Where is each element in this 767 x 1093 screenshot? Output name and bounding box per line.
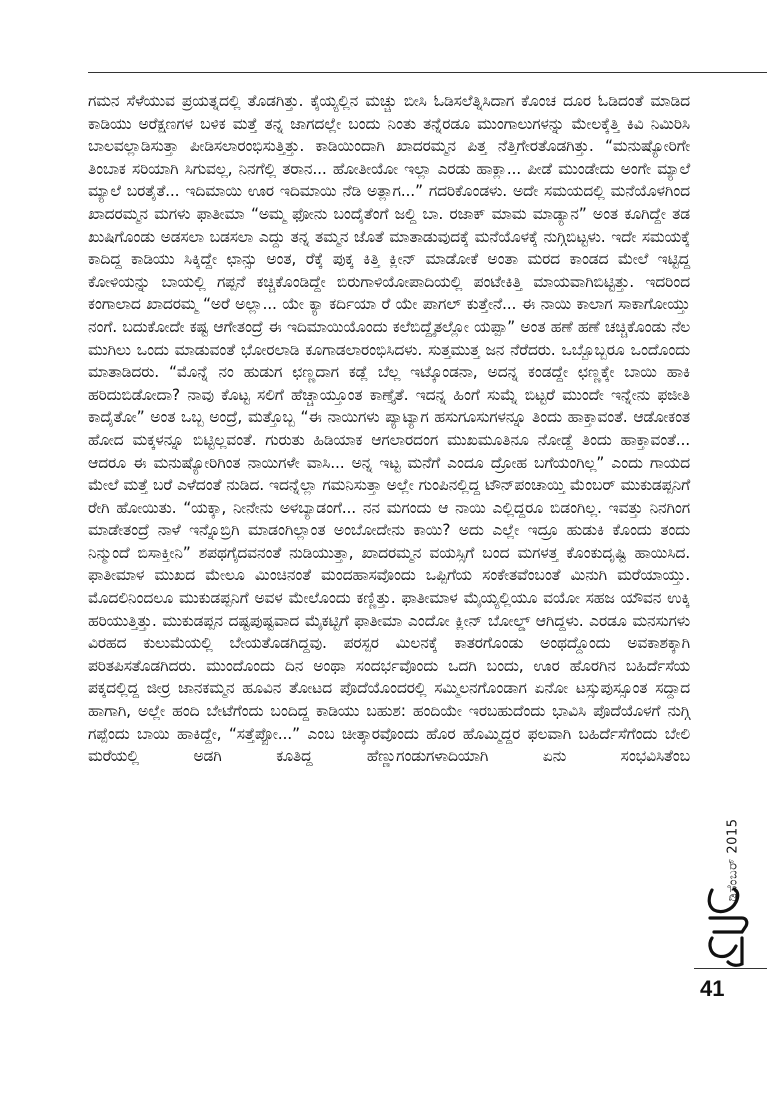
top-rule bbox=[88, 72, 767, 73]
page-number: 41 bbox=[700, 976, 725, 1001]
body-paragraph: ಗಮನ ಸೆಳೆಯುವ ಪ್ರಯತ್ನದಲ್ಲಿ ತೊಡಗಿತ್ತು. ಕೈಯ್ಯಲ್ಲಿನ ಮಚ್ಚು ಬೀಸಿ ಓಡಿಸಲೆತ್ನಿಸಿದಾಗ ಕೊಂಚ ದೂರ ಓಡಿದಂತೆ ಮಾಡಿದ ಕಾಡಿಯು ಅರೆಕ್ಷಣಗಳ ಬಳಿಕ ಮತ್ತೆ ತನ್ನ ಜಾಗದಲ್ಲೇ ಬಂದು ನಿಂತು ತನ್ನೆರಡೂ ಮುಂಗಾಲುಗಳನ್ನು ಮೇಲಕ್ಕೆತ್ತಿ ಕಿವಿ ನಿಮಿರಿಸಿ ಬಾಲವಲ್ಲಾಡಿಸುತ್ತಾ ಪೀಡಿಸಲಾರಂಭಿಸುತ್ತಿತ್ತು. ಕಾಡಿಯಿಂದಾಗಿ ಖಾದರಮ್ಮನ ಪಿತ್ತ ನೆತ್ತಿಗೇರತೊಡಗಿತ್ತು. “ಮನುಷ್ಯೋರಿಗೇ ತಿಂಬಾಕ ಸರಿಯಾಗಿ ಸಿಗುವಲ್ಲ, ನಿನಗೆಲ್ಲಿ ತರಾನ... ಹೋತೀಯೋ ಇಲ್ಲಾ ಎರಡು ಹಾಕ್ಲಾ... ಪೀಡೆ ಮುಂಡೇದು ಅಂಗೇ ಮ್ಯಾಲೆ ಮ್ಯಾಲೆ ಬರತೈತೆ... ಇದಿಮಾಯಿ ಊರ ಇದಿಮಾಯಿ ನೆಡಿ ಅತ್ಲಾಗ...” ಗದರಿಕೊಂಡಳು. ಅದೇ ಸಮಯದಲ್ಲಿ ಮನೆಯೊಳಗಿಂದ ಖಾದರಮ್ಮನ ಮಗಳು ಫಾತೀಮಾ “ಅಮ್ಮ ಫೋನು ಬಂದೈತೆಂಗೆ ಜಲ್ದಿ ಬಾ. ರಜಾಕ್ ಮಾಮ ಮಾಡ್ಯಾನ” ಅಂತ ಕೂಗಿದ್ದೇ ತಡ ಖುಷಿಗೊಂಡು ಅಡಸಲಾ ಬಡಸಲಾ ಎದ್ದು ತನ್ನ ತಮ್ಮನ ಜೊತೆ ಮಾತಾಡುವುದಕ್ಕೆ ಮನೆಯೊಳಕ್ಕೆ ನುಗ್ಗಿಬಿಟ್ಟಳು. ಇದೇ ಸಮಯಕ್ಕೆ ಕಾದಿದ್ದ ಕಾಡಿಯು ಸಿಕ್ಕಿದ್ದೇ ಛಾನ್ಸು ಅಂತ, ರೆಕ್ಕೆ ಪುಕ್ಕ ಕಿತ್ತಿ ಕ್ಲೀನ್ ಮಾಡೋಕೆ ಅಂತಾ ಮರದ ಕಾಂಡದ ಮೇಲೆ ಇಟ್ಟಿದ್ದ ಕೋಳಿಯನ್ನು ಬಾಯಲ್ಲಿ ಗಪ್ಪನೆ ಕಚ್ಚಿಕೊಂಡಿದ್ದೇ ಬಿರುಗಾಳಿಯೋಪಾದಿಯಲ್ಲಿ ಪಂಟೇಕಿತ್ತಿ ಮಾಯವಾಗಿಬಿಟ್ಟಿತ್ತು. ಇದರಿಂದ ಕಂಗಾಲಾದ ಖಾದರಮ್ಮ “ಅರೆ ಅಲ್ಲಾ... ಯೇ ಕ್ಯಾ ಕರ್ದಿಯಾ ರೆ ಯೇ ಪಾಗಲ್ ಕುತ್ತೇನೆ... ಈ ನಾಯಿ ಕಾಲಾಗ ಸಾಕಾಗೋಯ್ತು ನಂಗೆ. ಬದುಕೋದೇ ಕಷ್ಟ ಆಗೇತಂದ್ರೆ ಈ ಇದಿಮಾಯಿಯೊಂದು ಕಲೆಬಿದ್ದೈತಲ್ಲೋ ಯಪ್ಪಾ” ಅಂತ ಹಣೆ ಹಣೆ ಚಚ್ಚಿಕೊಂಡು ನೆಲ ಮುಗಿಲು ಒಂದು ಮಾಡುವಂತೆ ಭೋರಲಾಡಿ ಕೂಗಾಡಲಾರಂಭಿಸಿದಳು. ಸುತ್ತಮುತ್ತ ಜನ ನೆರೆದರು. ಒಬ್ಬೊಬ್ಬರೂ ಒಂದೊಂದು ಮಾತಾಡಿದರು. “ಮೊನ್ನೆ ನಂ ಹುಡುಗ ಛಣ್ಣದಾಗ ಕಡ್ಲೆ ಬೆಲ್ಲ ಇಟ್ಕೊಂಡನಾ, ಅದನ್ನ ಕಂಡದ್ದೇ ಛಣ್ಣಕ್ಕೇ ಬಾಯಿ ಹಾಕಿ ಹರಿದುಬಿಡೋದಾ? ನಾವು ಕೊಟ್ಟ ಸಲಿಗೆ ಹೆಚ್ಚಾಯ್ತೂಂತ ಕಾಣ್ತೈತೆ. ಇದನ್ನ ಹಿಂಗೆ ಸುಮ್ನೆ ಬಿಟ್ಟರೆ ಮುಂದೇ ಇನ್ನೇನು ಫಜೀತಿ ಕಾದೈತೋ” ಅಂತ ಒಬ್ಬ ಅಂದ್ರೆ, ಮತ್ತೊಬ್ಬ “ಈ ನಾಯಿಗಳು ಪ್ಯಾಟ್ಯಾಗ ಹಸುಗೂಸುಗಳನ್ನೂ ತಿಂದು ಹಾಕ್ತಾವಂತೆ. ಆಡೋಕಂತ ಹೋದ ಮಕ್ಕಳನ್ನೂ ಬಿಟ್ಟಿಲ್ಲವಂತೆ. ಗುರುತು ಹಿಡಿಯಾಕ ಆಗಲಾರದಂಗ ಮುಖಮೂತಿನೂ ನೋಡ್ದೆ ತಿಂದು ಹಾಕ್ತಾವಂತೆ... ಆದರೂ ಈ ಮನುಷ್ಯೋರಿಗಿಂತ ನಾಯಿಗಳೇ ವಾಸಿ... ಅನ್ನ ಇಟ್ಟ ಮನೆಗೆ ಎಂದೂ ದ್ರೋಹ ಬಗೆಯಂಗಿಲ್ಲ” ಎಂದು ಗಾಯದ ಮೇಲೆ ಮತ್ತೆ ಬರೆ ಎಳೆದಂತೆ ನುಡಿದ. ಇದನ್ನೆಲ್ಲಾ ಗಮನಿಸುತ್ತಾ ಅಲ್ಲೇ ಗುಂಪಿನಲ್ಲಿದ್ದ ಟೌನ್‌ಪಂಚಾಯ್ತಿ ಮೆಂಬರ್ ಮುಕುಡಪ್ಪನಿಗೆ ರೇಗಿ ಹೋಯಿತು. “ಯಕ್ಕಾ, ನೀನೇನು ಅಳಬ್ಯಾಡಂಗೆ... ನನ ಮಗಂದು ಆ ನಾಯಿ ಎಲ್ಲಿದ್ದರೂ ಬಿಡಂಗಿಲ್ಲ. ಇವತ್ತು ನಿನಗಿಂಗ ಮಾಡೇತಂದ್ರೆ ನಾಳೆ ಇನ್ನೊಬ್ರಿಗಿ ಮಾಡಂಗಿಲ್ಲಾಂತ ಅಂಬೋದೇನು ಕಾಯಿ? ಅದು ಎಲ್ಲೇ ಇದ್ರೂ ಹುಡುಕಿ ಕೊಂದು ತಂದು ನಿನ್ಮುಂದೆ ಬಿಸಾಕ್ತೀನಿ” ಶಪಥಗೈದವನಂತೆ ನುಡಿಯುತ್ತಾ, ಖಾದರಮ್ಮನ ವಯಸ್ಸಿಗೆ ಬಂದ ಮಗಳತ್ತ ಕೊಂಕುದೃಷ್ಟಿ ಹಾಯಿಸಿದ. ಫಾತೀಮಾಳ ಮುಖದ ಮೇಲೂ ಮಿಂಚಿನಂತೆ ಮಂದಹಾಸವೊಂದು ಒಪ್ಪಿಗೆಯ ಸಂಕೇತವೆಂಬಂತೆ ಮಿನುಗಿ ಮರೆಯಾಯ್ತು. ಮೊದಲಿನಿಂದಲೂ ಮುಕುಡಪ್ಪನಿಗೆ ಅವಳ ಮೇಲೊಂದು ಕಣ್ಣಿತ್ತು. ಫಾತೀಮಾಳ ಮೈಯ್ಯಲ್ಲಿಯೂ ವಯೋ ಸಹಜ ಯೌವನ ಉಕ್ಕಿ ಹರಿಯುತ್ತಿತ್ತು. ಮುಕುಡಪ್ಪನ ದಷ್ಟಪುಷ್ಟವಾದ ಮೈಕಟ್ಟಿಗೆ ಫಾತೀಮಾ ಎಂದೋ ಕ್ಲೀನ್ ಬೋಲ್ಡ್ ಆಗಿದ್ದಳು. ಎರಡೂ ಮನಸುಗಳು ವಿರಹದ ಕುಲುಮೆಯಲ್ಲಿ ಬೇಯತೊಡಗಿದ್ದವು. ಪರಸ್ಪರ ಮಿಲನಕ್ಕೆ ಕಾತರಗೊಂಡು ಅಂಥದ್ದೊಂದು ಅವಕಾಶಕ್ಕಾಗಿ ಪರಿತಪಿಸತೊಡಗಿದರು. ಮುಂದೊಂದು ದಿನ ಅಂಥಾ ಸಂದರ್ಭವೊಂದು ಒದಗಿ ಬಂದು, ಊರ ಹೊರಗಿನ ಬಹಿರ್ದೆಸೆಯ ಪಕ್ಕದಲ್ಲಿದ್ದ ಜೀರ್ರ ಜಾನಕಮ್ಮನ ಹೂವಿನ ತೋಟದ ಪೊದೆಯೊಂದರಲ್ಲಿ ಸಮ್ಮಿಲನಗೊಂಡಾಗ ಏನೋ ಟಸ್ಸುಪುಸ್ಸೂಂತ ಸದ್ದಾದ ಹಾಗಾಗಿ, ಅಲ್ಲೇ ಹಂದಿ ಬೇಟೆಗೆಂದು ಬಂದಿದ್ದ ಕಾಡಿಯು ಬಹುಶ: ಹಂದಿಯೇ ಇರಬಹುದೆಂದು ಭಾವಿಸಿ ಪೊದೆಯೊಳಗೆ ನುಗ್ಗಿ ಗಪ್ಪೆಂದು ಬಾಯಿ ಹಾಕಿದ್ದೇ, “ಸತ್ತೆಪ್ಪೋ...” ಎಂಬ ಚೀತ್ಕಾರವೊಂದು ಹೊರ ಹೊಮ್ಮಿದ್ದರ ಫಲವಾಗಿ ಬಹಿರ್ದೆಸೆಗೆಂದು ಬೇಲಿ ಮರೆಯಲ್ಲಿ ಅಡಗಿ ಕೂತಿದ್ದ ಹೆಣ್ಣುಗಂಡುಗಳಾದಿಯಾಗಿ ಏನು ಸಂಭವಿಸಿತೆಂಬ bbox=[88, 92, 690, 766]
issue-date: ಡಿಸೆಂಬರ್ 2015 bbox=[725, 818, 741, 902]
bottom-rule bbox=[694, 968, 767, 969]
masthead-logo bbox=[702, 884, 752, 970]
